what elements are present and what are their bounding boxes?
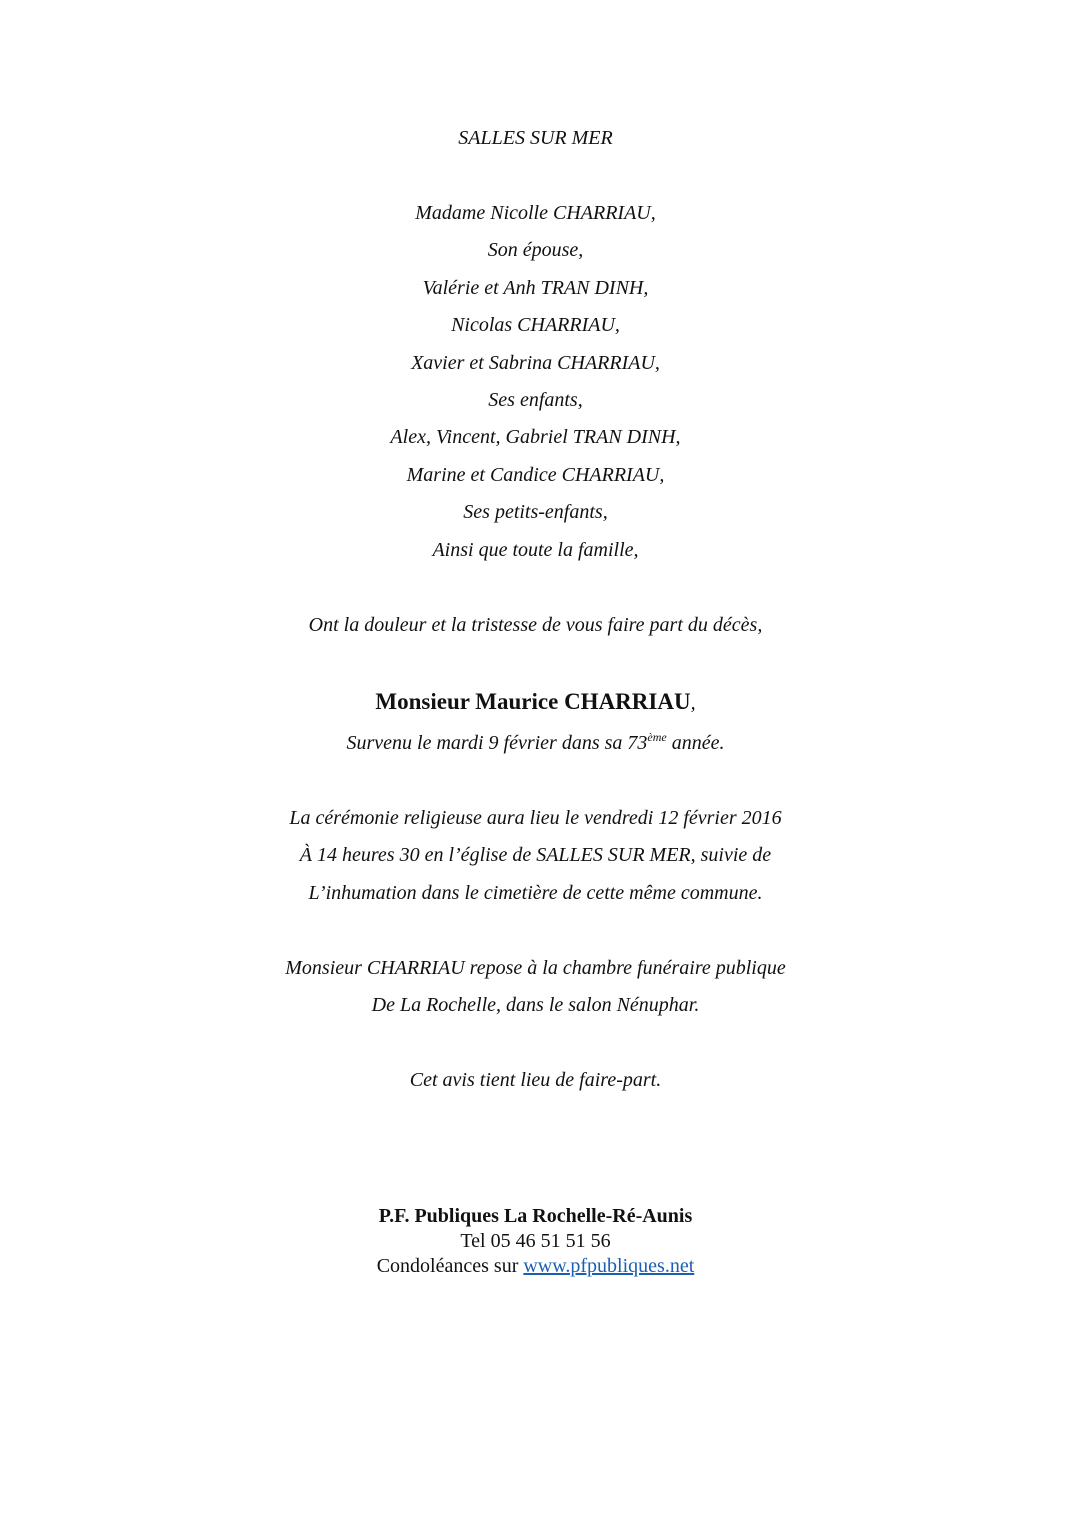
family-line: Marine et Candice CHARRIAU, <box>406 464 665 486</box>
death-date-line <box>0 731 1071 755</box>
deceased-name <box>0 688 1071 717</box>
location-heading: SALLES SUR MER <box>458 127 613 149</box>
repose-line: Monsieur CHARRIAU repose à la chambre funéraire publique <box>285 957 786 979</box>
condolences-line <box>0 1254 1071 1279</box>
family-line: Ses petits-enfants, <box>463 501 608 523</box>
deceased-name-text: Monsieur Maurice CHARRIAU <box>375 689 691 714</box>
ceremony-line: À 14 heures 30 en l’église de SALLES SUR MER, suivie de <box>299 844 772 866</box>
family-line: Ainsi que toute la famille, <box>432 539 639 561</box>
family-line: Alex, Vincent, Gabriel TRAN DINH, <box>390 426 681 448</box>
notice-text: Cet avis tient lieu de faire-part. <box>409 1069 662 1091</box>
death-date-prefix: Survenu le mardi 9 février dans sa 73 <box>346 732 648 754</box>
family-line: Nicolas CHARRIAU, <box>451 314 620 336</box>
repose-line: De La Rochelle, dans le salon Nénuphar. <box>371 994 700 1016</box>
condolences-prefix: Condoléances sur <box>376 1255 524 1277</box>
family-line: Son épouse, <box>487 239 584 261</box>
family-line: Xavier et Sabrina CHARRIAU, <box>411 352 660 374</box>
family-line: Valérie et Anh TRAN DINH, <box>422 277 649 299</box>
ordinal-superscript: ème <box>647 730 667 744</box>
funeral-home-phone: Tel 05 46 51 51 56 <box>460 1230 611 1252</box>
funeral-home-block <box>0 1204 1071 1279</box>
condolences-link[interactable]: www.pfpubliques.net <box>523 1255 695 1277</box>
ceremony-line: L’inhumation dans le cimetière de cette même commune. <box>308 882 763 904</box>
funeral-home-name: P.F. Publiques La Rochelle-Ré-Aunis <box>378 1205 693 1227</box>
announcement-text: Ont la douleur et la tristesse de vous faire part du décès, <box>308 614 763 636</box>
deceased-name-comma: , <box>690 692 696 714</box>
family-line: Ses enfants, <box>488 389 583 411</box>
family-line: Madame Nicolle CHARRIAU, <box>415 202 656 224</box>
ceremony-line: La cérémonie religieuse aura lieu le vendredi 12 février 2016 <box>289 807 782 829</box>
death-date-suffix: année. <box>666 732 725 754</box>
